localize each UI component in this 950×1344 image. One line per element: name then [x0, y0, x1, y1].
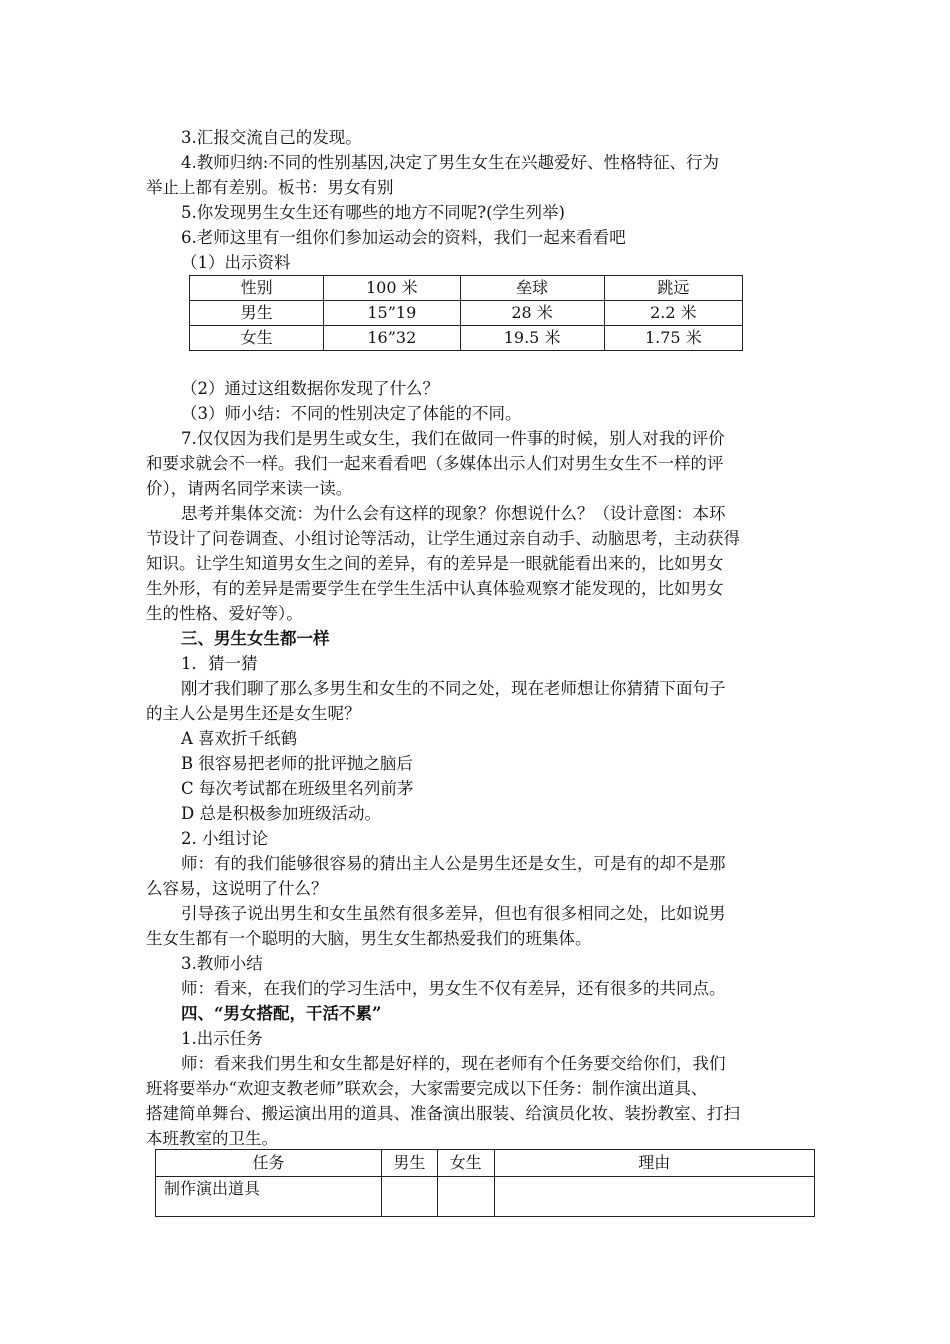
paragraph-line: 本班教室的卫生。 [146, 1129, 278, 1148]
paragraph-line: 生外形，有的差异是需要学生在学生生活中认真体验观察才能发现的，比如男女 [146, 579, 724, 598]
table-header-cell: 跳远 [604, 276, 742, 301]
table-header-cell: 垒球 [460, 276, 604, 301]
paragraph-line: 1.出示任务 [181, 1029, 263, 1048]
table-cell [381, 1177, 437, 1217]
paragraph-line: 师：看来我们男生和女生都是好样的，现在老师有个任务要交给你们，我们 [181, 1054, 726, 1073]
paragraph-line: （1）出示资料 [181, 253, 291, 272]
table-cell: 男生 [190, 301, 324, 326]
list-item: B 很容易把老师的批评抛之脑后 [181, 754, 413, 773]
paragraph-line: 7.仅仅因为我们是男生或女生，我们在做同一件事的时候，别人对我的评价 [181, 429, 725, 448]
section-heading: 三、男生女生都一样 [181, 629, 330, 648]
table-cell [494, 1177, 814, 1217]
table-cell: 19.5 米 [460, 326, 604, 351]
paragraph-line: 生女生都有一个聪明的大脑，男生女生都热爱我们的班集体。 [146, 929, 592, 948]
paragraph-line: 4.教师归纳:不同的性别基因,决定了男生女生在兴趣爱好、性格特征、行为 [181, 153, 720, 172]
paragraph-line: 师：有的我们能够很容易的猜出主人公是男生还是女生，可是有的却不是那 [181, 854, 726, 873]
paragraph-line: （2）通过这组数据你发现了什么？ [181, 379, 439, 398]
table-header-cell: 理由 [494, 1150, 814, 1177]
table-row [190, 326, 743, 351]
table-header-row [190, 276, 743, 301]
paragraph-line: 节设计了问卷调查、小组讨论等活动，让学生通过亲自动手、动脑思考，主动获得 [146, 529, 740, 548]
table-cell: 制作演出道具 [156, 1177, 382, 1217]
table-cell: 15”19 [324, 301, 460, 326]
task-table [155, 1149, 815, 1217]
paragraph-line: 引导孩子说出男生和女生虽然有很多差异，但也有很多相同之处，比如说男 [181, 904, 726, 923]
paragraph-line: 师：看来，在我们的学习生活中，男女生不仅有差异，还有很多的共同点。 [181, 979, 726, 998]
paragraph-line: 5.你发现男生女生还有哪些的地方不同呢?(学生列举) [181, 203, 565, 222]
paragraph-line: 思考并集体交流：为什么会有这样的现象？你想说什么？（设计意图：本环 [181, 504, 726, 523]
table-header-cell: 男生 [381, 1150, 437, 1177]
table-header-cell: 性别 [190, 276, 324, 301]
table-cell [437, 1177, 494, 1217]
paragraph-line: 么容易，这说明了什么？ [146, 879, 328, 898]
section-heading: 四、“男女搭配，干活不累” [181, 1004, 382, 1023]
table-cell: 28 米 [460, 301, 604, 326]
paragraph-line: 1．猜一猜 [181, 654, 258, 673]
paragraph-line: 价），请两名同学来读一读。 [146, 479, 353, 498]
paragraph-line: 6.老师这里有一组你们参加运动会的资料，我们一起来看看吧 [181, 228, 626, 247]
table-cell: 女生 [190, 326, 324, 351]
table-row [156, 1177, 815, 1217]
table-header-cell: 100 米 [324, 276, 460, 301]
paragraph-line: 的主人公是男生还是女生呢？ [146, 704, 361, 723]
paragraph-line: 3.汇报交流自己的发现。 [181, 128, 362, 147]
table-row [190, 301, 743, 326]
table-cell: 1.75 米 [604, 326, 742, 351]
paragraph-line: 知识。让学生知道男女生之间的差异，有的差异是一眼就能看出来的，比如男女 [146, 554, 724, 573]
table-cell: 16”32 [324, 326, 460, 351]
table-cell: 2.2 米 [604, 301, 742, 326]
paragraph-line: 生的性格、爱好等）。 [146, 604, 303, 623]
paragraph-line: 刚才我们聊了那么多男生和女生的不同之处，现在老师想让你猜猜下面句子 [181, 679, 726, 698]
list-item: A 喜欢折千纸鹤 [181, 729, 298, 748]
paragraph-line: 搭建简单舞台、搬运演出用的道具、准备演出服装、给演员化妆、装扮教室、打扫 [146, 1104, 740, 1123]
paragraph-line: （3）师小结：不同的性别决定了体能的不同。 [181, 404, 522, 423]
list-item: D 总是积极参加班级活动。 [181, 804, 381, 823]
sports-data-table [189, 275, 743, 351]
paragraph-line: 2. 小组讨论 [181, 829, 268, 848]
paragraph-line: 班将要举办“欢迎支教老师”联欢会，大家需要完成以下任务：制作演出道具、 [146, 1079, 708, 1098]
table-header-cell: 女生 [437, 1150, 494, 1177]
paragraph-line: 和要求就会不一样。我们一起来看看吧（多媒体出示人们对男生女生不一样的评 [146, 454, 724, 473]
table-header-row [156, 1150, 815, 1177]
list-item: C 每次考试都在班级里名列前茅 [181, 779, 414, 798]
paragraph-line: 3.教师小结 [181, 954, 263, 973]
table-header-cell: 任务 [156, 1150, 382, 1177]
paragraph-line: 举止上都有差别。板书：男女有别 [146, 178, 394, 197]
